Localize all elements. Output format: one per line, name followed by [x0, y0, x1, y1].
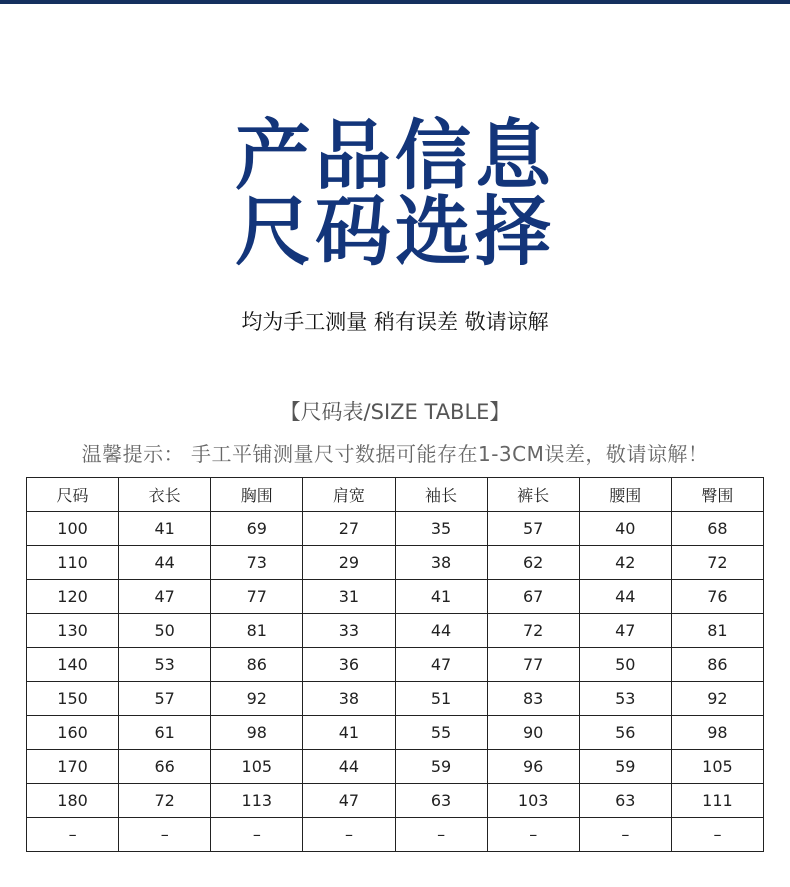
table-cell: 51 [395, 682, 487, 716]
table-cell: 41 [395, 580, 487, 614]
table-cell: 72 [119, 784, 211, 818]
table-cell: 66 [119, 750, 211, 784]
table-cell: 44 [579, 580, 671, 614]
table-header-row [27, 478, 764, 512]
table-cell: 50 [579, 648, 671, 682]
table-cell: 33 [303, 614, 395, 648]
table-cell: 68 [671, 512, 763, 546]
table-cell: 40 [579, 512, 671, 546]
table-row [27, 682, 764, 716]
table-cell: 56 [579, 716, 671, 750]
table-cell: 170 [27, 750, 119, 784]
size-table-note: 温馨提示： 手工平铺测量尺寸数据可能存在1-3CM误差，敬请谅解！ [81, 442, 709, 466]
table-cell: 31 [303, 580, 395, 614]
table-cell: 47 [579, 614, 671, 648]
table-cell: – [487, 818, 579, 852]
table-cell: 35 [395, 512, 487, 546]
header-hip: 臀围 [671, 478, 763, 512]
page-title-size-selection: 尺码选择 [235, 187, 555, 276]
table-cell: 63 [579, 784, 671, 818]
table-row [27, 750, 764, 784]
table-cell: 140 [27, 648, 119, 682]
table-cell: 67 [487, 580, 579, 614]
table-row [27, 784, 764, 818]
table-cell: 38 [303, 682, 395, 716]
page-title-product-info: 产品信息 [235, 111, 555, 200]
table-row [27, 580, 764, 614]
table-cell: – [579, 818, 671, 852]
table-cell: 29 [303, 546, 395, 580]
table-cell: 83 [487, 682, 579, 716]
table-cell: 47 [395, 648, 487, 682]
table-cell: 92 [671, 682, 763, 716]
table-cell: 44 [303, 750, 395, 784]
header-pants-length: 裤长 [487, 478, 579, 512]
table-cell: 81 [671, 614, 763, 648]
header-chest: 胸围 [211, 478, 303, 512]
table-cell: 81 [211, 614, 303, 648]
header-length: 衣长 [119, 478, 211, 512]
table-cell: 27 [303, 512, 395, 546]
table-cell: 76 [671, 580, 763, 614]
table-cell: 47 [303, 784, 395, 818]
table-cell: 98 [671, 716, 763, 750]
table-cell: 38 [395, 546, 487, 580]
table-cell: – [211, 818, 303, 852]
table-row [27, 648, 764, 682]
table-cell: 47 [119, 580, 211, 614]
table-cell: 100 [27, 512, 119, 546]
table-cell: 105 [671, 750, 763, 784]
table-cell: 62 [487, 546, 579, 580]
table-cell: 44 [119, 546, 211, 580]
table-cell: 160 [27, 716, 119, 750]
table-cell: 41 [119, 512, 211, 546]
table-cell: 63 [395, 784, 487, 818]
table-cell: 42 [579, 546, 671, 580]
table-row [27, 546, 764, 580]
table-cell: 36 [303, 648, 395, 682]
table-cell: 73 [211, 546, 303, 580]
table-cell: 61 [119, 716, 211, 750]
table-cell: 55 [395, 716, 487, 750]
table-cell: 59 [395, 750, 487, 784]
table-cell: 86 [211, 648, 303, 682]
header-shoulder: 肩宽 [303, 478, 395, 512]
table-row [27, 614, 764, 648]
table-cell: 110 [27, 546, 119, 580]
table-cell: 96 [487, 750, 579, 784]
table-row [27, 716, 764, 750]
table-cell: 59 [579, 750, 671, 784]
table-cell: 41 [303, 716, 395, 750]
table-cell: 90 [487, 716, 579, 750]
table-cell: 50 [119, 614, 211, 648]
table-row [27, 512, 764, 546]
size-table [26, 477, 764, 852]
table-cell: 92 [211, 682, 303, 716]
table-cell: – [119, 818, 211, 852]
table-cell: 44 [395, 614, 487, 648]
top-rule [0, 0, 790, 4]
table-cell: 130 [27, 614, 119, 648]
table-cell: – [27, 818, 119, 852]
table-cell: 69 [211, 512, 303, 546]
table-cell: 72 [487, 614, 579, 648]
table-cell: – [671, 818, 763, 852]
table-cell: 77 [487, 648, 579, 682]
table-cell: 113 [211, 784, 303, 818]
table-cell: 53 [579, 682, 671, 716]
table-cell: 53 [119, 648, 211, 682]
table-cell: 105 [211, 750, 303, 784]
table-cell: 57 [487, 512, 579, 546]
table-cell: 72 [671, 546, 763, 580]
table-cell: 120 [27, 580, 119, 614]
header-waist: 腰围 [579, 478, 671, 512]
size-table-heading: 【尺码表/SIZE TABLE】 [279, 400, 511, 424]
table-cell: 98 [211, 716, 303, 750]
table-cell: 111 [671, 784, 763, 818]
table-cell: – [303, 818, 395, 852]
table-cell: 150 [27, 682, 119, 716]
header-sleeve: 袖长 [395, 478, 487, 512]
table-cell: 180 [27, 784, 119, 818]
table-cell: – [395, 818, 487, 852]
table-cell: 57 [119, 682, 211, 716]
table-row [27, 818, 764, 852]
measurement-disclaimer: 均为手工测量 稍有误差 敬请谅解 [241, 310, 549, 334]
table-cell: 103 [487, 784, 579, 818]
table-cell: 86 [671, 648, 763, 682]
header-size: 尺码 [27, 478, 119, 512]
table-cell: 77 [211, 580, 303, 614]
